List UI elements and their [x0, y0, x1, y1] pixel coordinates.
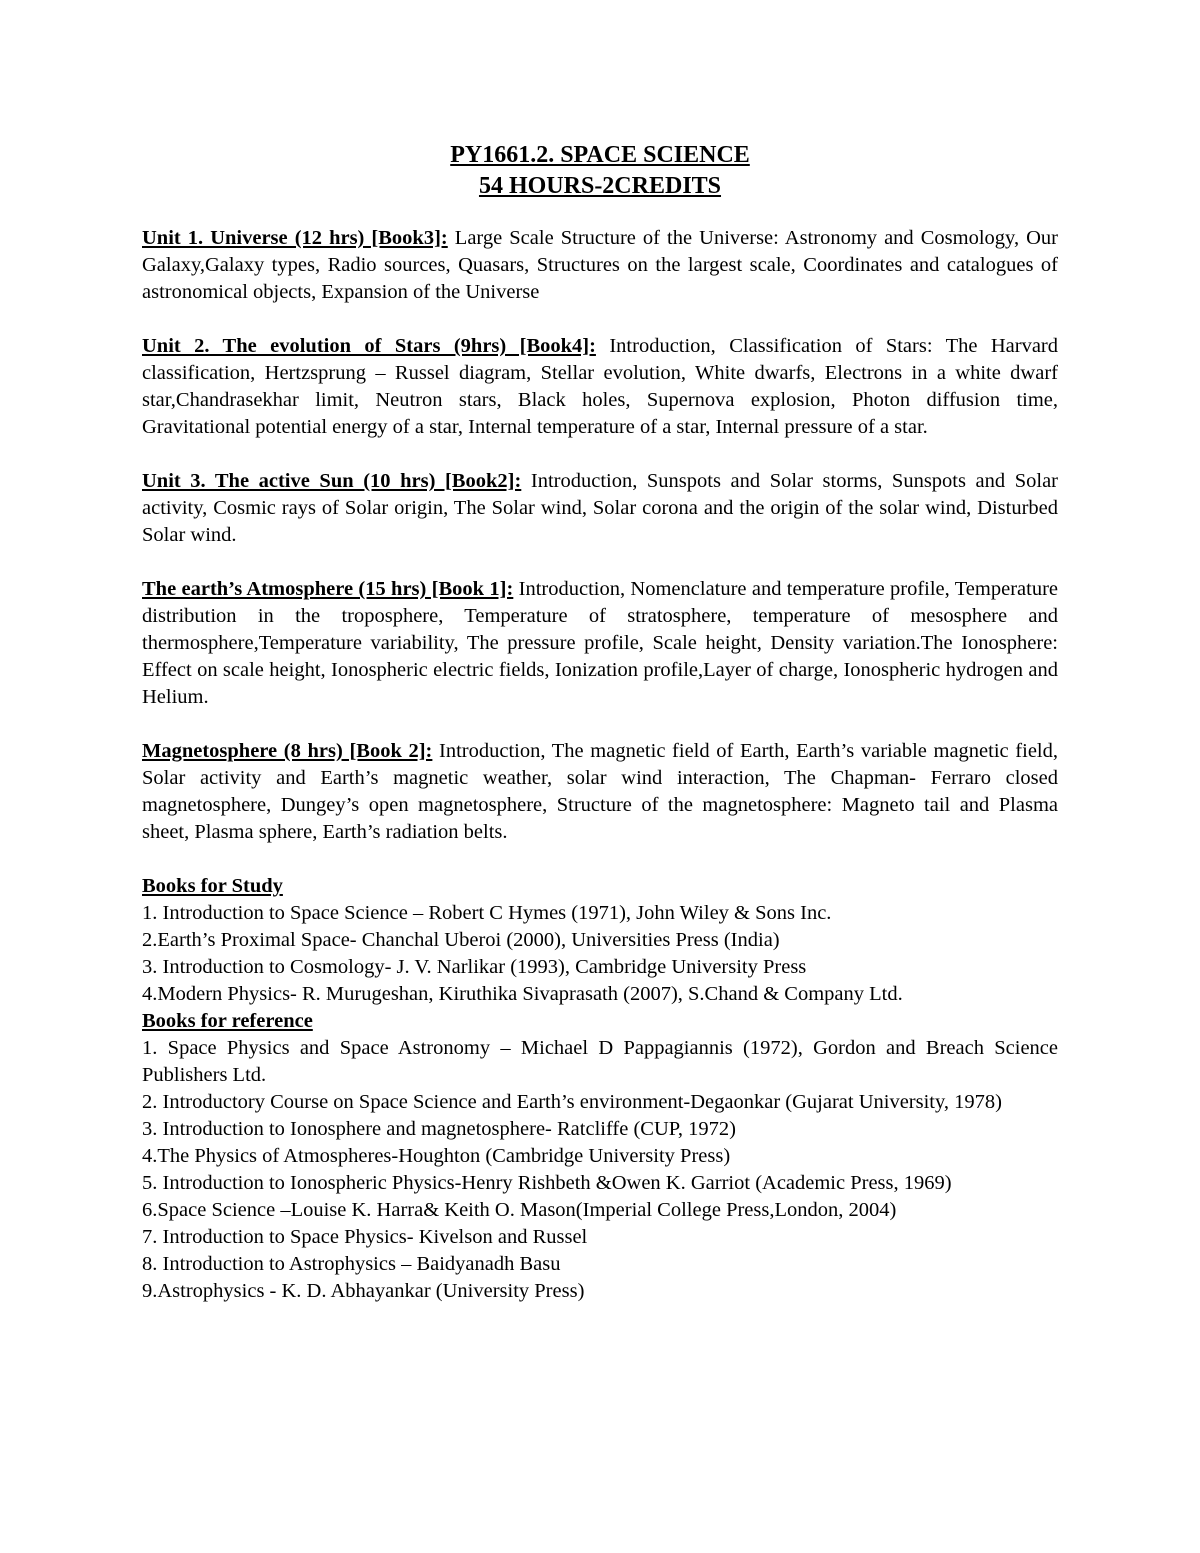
books-for-study-list: [142, 900, 1058, 1008]
unit-3-body: Introduction, Sunspots and Solar storms, Sunspots and Solar activity, Cosmic rays of Solar origin, The Solar wind, Solar corona and the origin of the solar wind, Disturbed Solar wind.: [142, 470, 1059, 546]
list-item: 1. Introduction to Space Science – Robert C Hymes (1971), John Wiley & Sons Inc.: [142, 902, 832, 924]
unit-1-body: Large Scale Structure of the Universe: Astronomy and Cosmology, Our Galaxy,Galaxy types, Radio sources, Quasars, Structures on the largest scale, Coordinates and catalogues of astronomical objects, Expansion of the Universe: [142, 227, 1059, 303]
syllabus-page: [142, 140, 1058, 1305]
unit-magnetosphere-body: Introduction, The magnetic field of Earth, Earth’s variable magnetic field, Solar activity and Earth’s magnetic weather, solar wind interaction, The Chapman- Ferraro closed magnetosphere, Dungey’s open magnetosphere, Structure of the magnetosphere: Magneto tail and Plasma sheet, Plasma sphere, Earth’s radiation belts.: [142, 740, 1058, 843]
list-item: 7. Introduction to Space Physics- Kivelson and Russel: [142, 1226, 588, 1248]
unit-1: [142, 225, 1058, 306]
list-item: 4.The Physics of Atmospheres-Houghton (Cambridge University Press): [142, 1145, 731, 1167]
list-item: 2.Earth’s Proximal Space- Chanchal Uberoi (2000), Universities Press (India): [142, 929, 780, 951]
books-for-study-heading: Books for Study: [142, 875, 283, 897]
unit-1-heading: Unit 1. Universe (12 hrs) [Book3]:: [142, 227, 448, 249]
list-item: 2. Introductory Course on Space Science and Earth’s environment-Degaonkar (Gujarat University, 1978): [142, 1091, 1002, 1113]
unit-magnetosphere-heading: Magnetosphere (8 hrs) [Book 2]:: [142, 740, 433, 762]
page-subtitle: 54 HOURS-2CREDITS: [478, 173, 722, 199]
unit-atmosphere: [142, 576, 1058, 711]
list-item: 5. Introduction to Ionospheric Physics-Henry Rishbeth &Owen K. Garriot (Academic Press, 1969): [142, 1172, 952, 1194]
unit-magnetosphere: [142, 738, 1058, 846]
title-block: [142, 140, 1058, 202]
unit-2: [142, 333, 1058, 441]
unit-2-heading: Unit 2. The evolution of Stars (9hrs) [Book4]:: [142, 335, 596, 357]
list-item: 1. Space Physics and Space Astronomy – Michael D Pappagiannis (1972), Gordon and Breach Science Publishers Ltd.: [142, 1037, 1058, 1086]
list-item: 6.Space Science –Louise K. Harra& Keith O. Mason(Imperial College Press,London, 2004): [142, 1199, 897, 1221]
unit-atmosphere-body: Introduction, Nomenclature and temperature profile, Temperature distribution in the troposphere, Temperature of stratosphere, temperature of mesosphere and thermosphere,Temperature variability, The pressure profile, Scale height, Density variation.The Ionosphere: Effect on scale height, Ionospheric electric fields, Ionization profile,Layer of charge, Ionospheric hydrogen and Helium.: [142, 578, 1058, 708]
unit-2-body: Introduction, Classification of Stars: The Harvard classification, Hertzsprung – Russel diagram, Stellar evolution, White dwarfs, Electrons in a white dwarf star,Chandrasekhar limit, Neutron stars, Black holes, Supernova explosion, Photon diffusion time, Gravitational potential energy of a star, Internal temperature of a star, Internal pressure of a star.: [142, 335, 1058, 438]
list-item: 4.Modern Physics- R. Murugeshan, Kiruthika Sivaprasath (2007), S.Chand & Company Ltd.: [142, 983, 903, 1005]
books-for-reference-heading: Books for reference: [142, 1010, 313, 1032]
list-item: 8. Introduction to Astrophysics – Baidyanadh Basu: [142, 1253, 561, 1275]
unit-atmosphere-heading: The earth’s Atmosphere (15 hrs) [Book 1]:: [142, 578, 514, 600]
books-for-reference-list: [142, 1035, 1058, 1305]
list-item: 3. Introduction to Ionosphere and magnetosphere- Ratcliffe (CUP, 1972): [142, 1118, 736, 1140]
unit-3-heading: Unit 3. The active Sun (10 hrs) [Book2]:: [142, 470, 522, 492]
list-item: 9.Astrophysics - K. D. Abhayankar (University Press): [142, 1280, 585, 1302]
unit-3: [142, 468, 1058, 549]
page-title: PY1661.2. SPACE SCIENCE: [450, 142, 750, 168]
list-item: 3. Introduction to Cosmology- J. V. Narlikar (1993), Cambridge University Press: [142, 956, 807, 978]
